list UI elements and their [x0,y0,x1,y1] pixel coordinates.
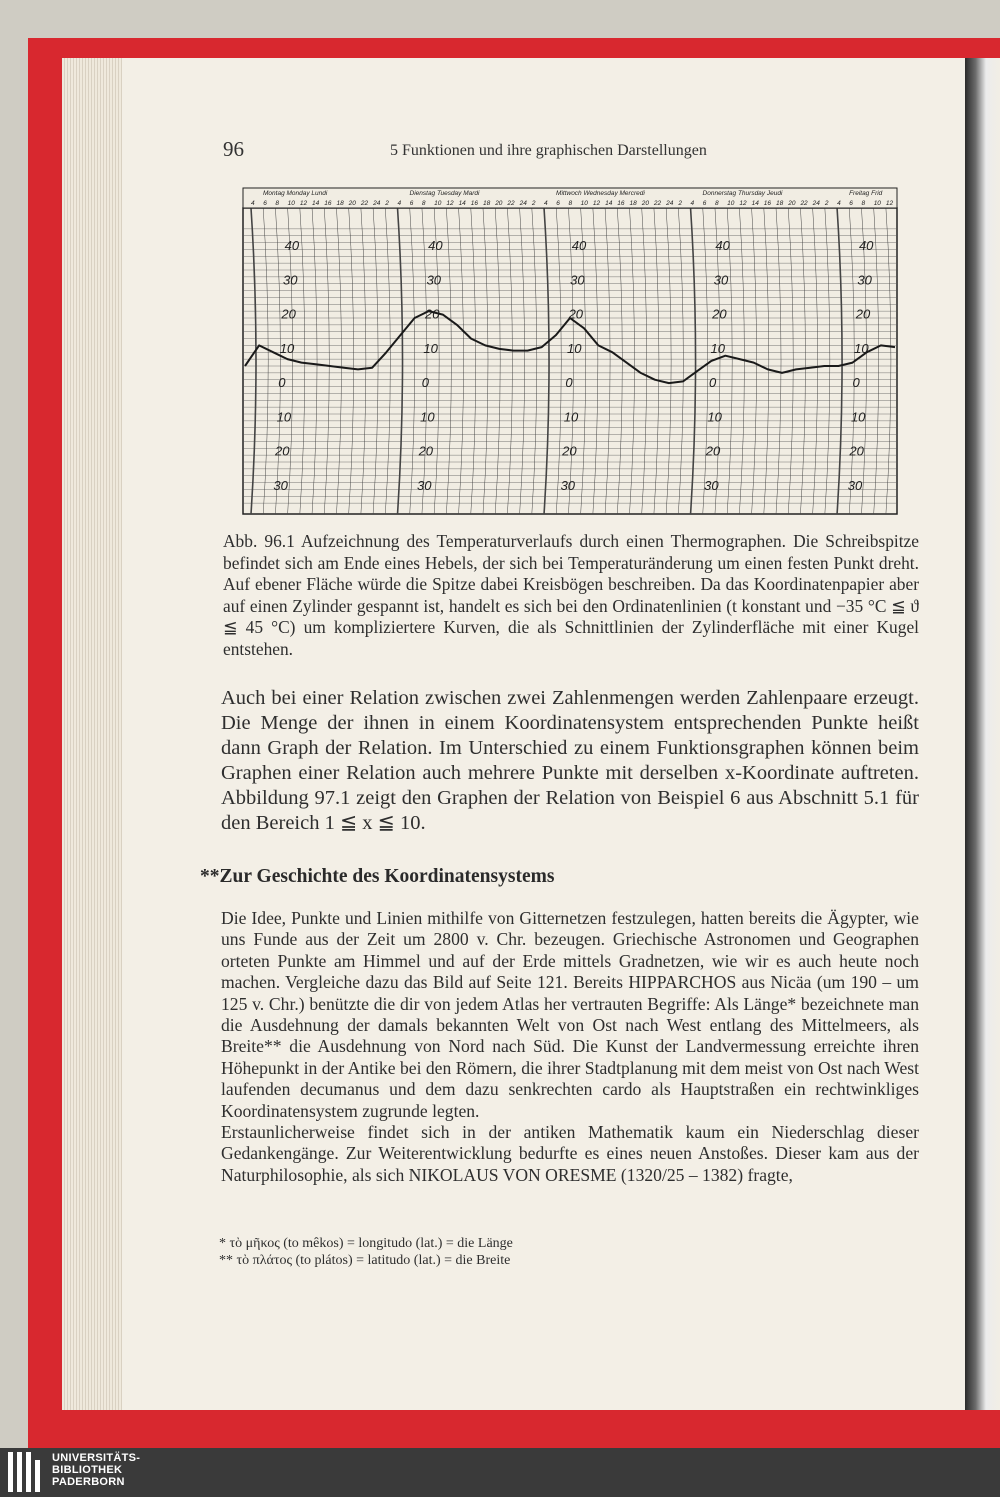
temperature-label: 10 [423,340,438,356]
hour-tick-label: 2 [824,200,829,207]
hour-tick-label: 24 [812,200,820,207]
day-label: Dienstag Tuesday Mardi [409,190,480,197]
temperature-label: 30 [570,272,585,288]
temperature-label: 0 [852,375,860,391]
temperature-label: 10 [850,409,866,425]
temperature-label: 0 [278,375,286,391]
book-gutter [965,58,1000,1410]
hour-tick-label: 18 [482,200,491,207]
hour-tick-label: 22 [507,200,515,207]
library-name-line-3: PADERBORN [52,1476,125,1488]
hour-tick-label: 10 [873,200,881,207]
temperature-label: 30 [416,478,432,493]
hour-tick-label: 10 [287,200,295,207]
temperature-label: 10 [279,340,295,356]
day-label: Donnerstag Thursday Jeudi [702,190,783,197]
temperature-label: 40 [858,238,874,253]
library-logo-icon [8,1452,48,1492]
temperature-label: 20 [855,306,871,322]
day-label: Mittwoch Wednesday Mercredi [556,190,645,197]
relation-paragraph: Auch bei einer Relation zwischen zwei Zahlenmengen werden Zahlenpaare erzeugt. Die Menge der ihnen in einem Koordinatensystem entsprechenden Punkte heißt dann Graph der Relation. Im Unterschied zu einem Funktionsgraphen können beim Graphen einer Relation auch mehrere Punkte mit derselben x-Koordinate auftreten. Abbildung 97.1 zeigt den Graphen der Relation von Beispiel 6 aus Abschnitt 5.1 für den Bereich 1 ≦ x ≦ 10. [221,687,919,834]
temperature-label: 10 [276,409,292,425]
hour-tick-label: 12 [446,200,454,207]
hour-tick-label: 6 [409,200,414,207]
hour-tick-label: 2 [531,200,536,207]
hour-tick-label: 24 [666,200,674,207]
history-paragraph-2: Erstaunlicherweise findet sich in der antiken Mathematik kaum ein Niederschlag dieser Gedankengänge. Zur Weiterentwicklung bedurfte es eines neuen Anstoßes. Dieser kam aus der Naturphilosophie, als sich NIKOLAUS VON ORESME (1320/25 – 1382) fragte, [221,1122,919,1185]
temperature-label: 40 [284,238,300,253]
hour-tick-label: 22 [360,200,369,207]
temperature-label: 10 [420,409,435,425]
hour-tick-label: 20 [641,200,649,207]
temperature-label: 30 [426,272,442,288]
temperature-label: 20 [705,443,721,459]
library-footer [0,1448,1000,1497]
figure-caption: Abb. 96.1 Aufzeichnung des Temperaturverlaufs durch einen Thermographen. Die Schreibspitze befindet sich am Ende eines Hebels, der sich bei Temperaturänderung um einen festen Punkt dreht. Auf ebener Fläche würde die Spitze dabei Kreisbögen beschreiben. Da das Koordinatenpapier aber auf einen Zylinder gespannt ist, handelt es sich bei den Ordinatenlinien (t konstant und −35 °C ≦ ϑ ≦ 45 °C) um kompliziertere Kurven, die als Schnittlinien der Zylinderfläche mit einer Kugel entstehen. [223,531,919,659]
temperature-label: 0 [421,375,430,391]
hour-tick-label: 20 [348,200,356,207]
hour-tick-label: 10 [580,200,588,207]
hour-tick-label: 4 [397,200,402,207]
hour-tick-label: 24 [373,200,381,207]
temperature-label: 20 [281,306,296,322]
hour-tick-label: 16 [324,200,332,207]
hour-tick-label: 14 [458,200,466,207]
hour-tick-label: 12 [739,200,747,207]
hour-tick-label: 16 [470,200,479,207]
temperature-label: 20 [275,443,290,459]
hour-tick-label: 4 [251,200,255,207]
day-label: Freitag Frid [849,190,883,197]
hour-tick-label: 12 [592,200,601,207]
temperature-label: 10 [707,409,722,425]
temperature-label: 40 [715,238,730,253]
day-label: Montag Monday Lundi [263,190,328,197]
temperature-label: 40 [571,238,587,253]
temperature-label: 30 [857,272,872,288]
temperature-label: 10 [854,340,869,356]
chart-frame [243,208,897,514]
hour-tick-label: 8 [421,200,426,207]
hour-tick-label: 4 [690,200,695,207]
temperature-label: 10 [563,409,579,425]
hour-tick-label: 18 [629,200,637,207]
temperature-label: 10 [566,340,582,356]
hour-tick-label: 14 [605,200,613,207]
page-edges [62,58,122,1410]
hour-tick-label: 14 [751,200,759,207]
temperature-label: 30 [847,478,863,493]
library-name [52,1452,140,1488]
hour-tick-label: 6 [556,200,560,207]
history-text [221,908,919,1186]
page-number: 96 [223,137,244,161]
temperature-label: 30 [713,272,729,288]
footnote-2: ** τὸ πλάτος (to plátos) = latitudo (lat.) = die Breite [219,1252,511,1268]
hour-tick-label: 6 [263,200,267,207]
temperature-label: 20 [424,306,440,322]
temperature-label: 10 [710,340,726,356]
thermograph-figure [241,186,901,527]
hour-tick-label: 20 [495,200,503,207]
temperature-label: 20 [849,443,864,459]
hour-tick-label: 14 [312,200,320,207]
footnotes [219,1236,513,1269]
hour-tick-label: 10 [727,200,735,207]
hour-tick-label: 20 [788,200,796,207]
thermograph-chart [241,186,901,522]
temperature-label: 30 [560,478,576,493]
hour-tick-label: 10 [434,200,442,207]
temperature-label: 0 [708,375,717,391]
hour-tick-label: 8 [275,200,280,207]
hour-tick-label: 8 [568,200,573,207]
temperature-label: 0 [565,375,573,391]
library-name-line-1: UNIVERSITÄTS- [52,1452,141,1464]
hour-tick-label: 4 [544,200,548,207]
hour-tick-label: 2 [678,200,682,207]
temperature-label: 40 [428,238,443,253]
temperature-label: 30 [283,272,298,288]
hour-tick-label: 18 [336,200,344,207]
temperature-label: 30 [704,478,719,493]
temperature-label: 20 [418,443,434,459]
hour-tick-label: 22 [653,200,662,207]
hour-tick-label: 8 [861,200,866,207]
hour-tick-label: 24 [519,200,527,207]
hour-tick-label: 8 [714,200,719,207]
hour-tick-label: 6 [702,200,707,207]
hour-tick-label: 6 [849,200,853,207]
hour-tick-label: 12 [885,200,894,207]
footnote-1: * τὸ μῆκος (to mêkos) = longitudo (lat.) = die Länge [219,1236,513,1251]
temperature-label: 20 [712,306,727,322]
running-head: 5 Funktionen und ihre graphischen Darstellungen [390,142,707,159]
section-heading: **Zur Geschichte des Koordinatensystems [200,866,555,887]
temperature-label: 20 [562,443,577,459]
hour-tick-label: 18 [776,200,784,207]
library-name-line-2: BIBLIOTHEK [52,1464,123,1476]
hour-tick-label: 12 [299,200,308,207]
history-paragraph-1: Die Idee, Punkte und Linien mithilfe von Gitternetzen festzulegen, hatten bereits die Ägypter, wie uns Funde aus der Zeit um 2800 v. Chr. bezeugen. Griechische Astronomen und Geographen orteten Punkte am Himmel und auf der Erde mittels Gradnetzen, wie wir es auch heute noch machen. Vergleiche dazu das Bild auf Seite 121. Bereits HIPPARCHOS aus Nicäa (um 190 – um 125 v. Chr.) benützte die dir von jedem Atlas her vertrauten Begriffe: Als Länge* bezeichnete man die Ausdehnung der damals bekannten Welt von Ost nach West entlang des Mittelmeers, als Breite** die Ausdehnung von Nord nach Süd. Die Kunst der Landvermessung erreichte ihren Höhepunkt in der Antike bei den Römern, die ihrer Stadtplanung mit dem meist von Ost nach West laufenden decumanus und dem dazu senkrechten cardo als Hauptstraßen ein rechtwinkliges Koordinatensystem zugrunde legten. [221,908,919,1121]
hour-tick-label: 22 [800,200,808,207]
hour-tick-label: 16 [763,200,772,207]
hour-tick-label: 16 [617,200,625,207]
hour-tick-label: 4 [837,200,841,207]
hour-tick-label: 2 [385,200,389,207]
temperature-label: 30 [273,478,288,493]
temperature-label: 20 [568,306,584,322]
